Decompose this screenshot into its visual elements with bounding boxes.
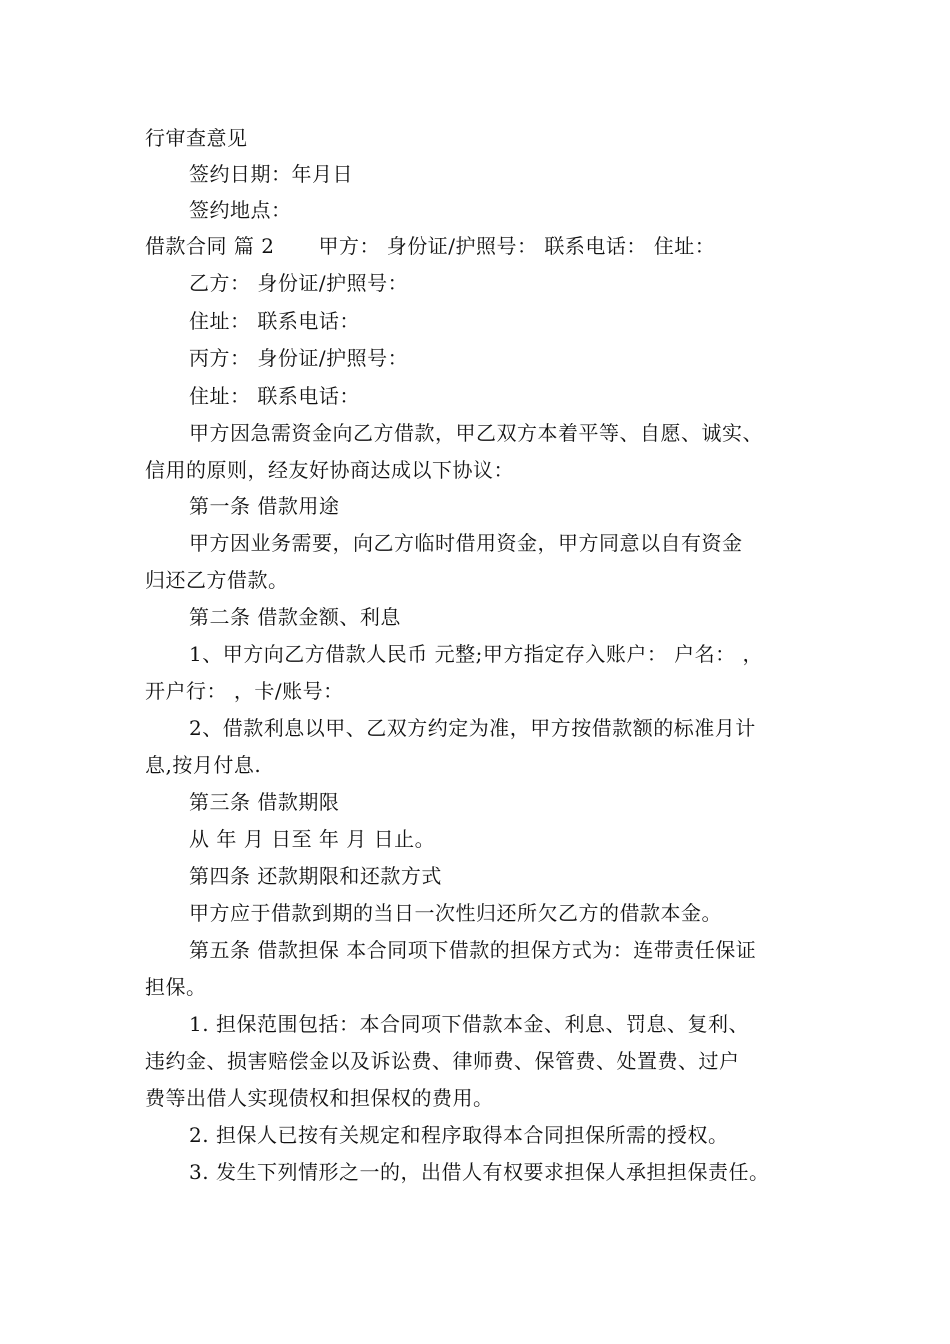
article-3-heading: 第三条 借款期限 bbox=[189, 790, 340, 814]
party-b-fields: 乙方： 身份证/护照号： bbox=[189, 271, 409, 295]
article-5-item-1-line-1: 1. 担保范围包括：本合同项下借款本金、利息、罚息、复利、 bbox=[189, 1012, 749, 1036]
article-1-text-line-1: 甲方因业务需要，向乙方临时借用资金，甲方同意以自有资金 bbox=[189, 531, 743, 555]
party-b-address: 住址： 联系电话： bbox=[189, 309, 360, 333]
article-3-text: 从 年 月 日至 年 月 日止。 bbox=[189, 827, 436, 851]
contract-heading-row bbox=[145, 232, 715, 260]
article-5-item-1-line-3: 费等出借人实现债权和担保权的费用。 bbox=[145, 1086, 494, 1110]
article-5-item-1-line-2: 违约金、损害赔偿金以及诉讼费、律师费、保管费、处置费、过户 bbox=[145, 1049, 740, 1073]
article-4-heading: 第四条 还款期限和还款方式 bbox=[189, 864, 442, 888]
article-5-item-3: 3. 发生下列情形之一的，出借人有权要求担保人承担担保责任。 bbox=[189, 1160, 770, 1184]
article-2-item-2-line-2: 息,按月付息. bbox=[145, 753, 262, 777]
text-line-sign-place: 签约地点： bbox=[189, 198, 292, 222]
article-1-text-line-2: 归还乙方借款。 bbox=[145, 568, 289, 592]
party-c-address: 住址： 联系电话： bbox=[189, 384, 360, 408]
article-2-item-1-line-1: 1、甲方向乙方借款人民币 元整;甲方指定存入账户： 户名： ， bbox=[189, 642, 764, 666]
article-2-heading: 第二条 借款金额、利息 bbox=[189, 605, 401, 629]
article-5-heading-line-1: 第五条 借款担保 本合同项下借款的担保方式为：连带责任保证 bbox=[189, 938, 757, 962]
article-5-heading-line-2: 担保。 bbox=[145, 975, 207, 999]
article-1-heading: 第一条 借款用途 bbox=[189, 494, 340, 518]
article-2-item-1-line-2: 开户行： ，卡/账号： bbox=[145, 679, 344, 703]
article-2-item-2-line-1: 2、借款利息以甲、乙双方约定为准，甲方按借款额的标准月计 bbox=[189, 716, 756, 740]
contract-title: 借款合同 篇 2 bbox=[145, 234, 275, 258]
text-line-review-opinion: 行审查意见 bbox=[145, 126, 248, 150]
article-4-text: 甲方应于借款到期的当日一次性归还所欠乙方的借款本金。 bbox=[189, 901, 722, 925]
paragraph-intro-line-2: 信用的原则，经友好协商达成以下协议： bbox=[145, 458, 514, 482]
party-c-fields: 丙方： 身份证/护照号： bbox=[189, 346, 409, 370]
party-a-fields: 甲方： 身份证/护照号： 联系电话： 住址： bbox=[318, 234, 716, 258]
text-line-sign-date: 签约日期：年月日 bbox=[189, 162, 353, 186]
article-5-item-2: 2. 担保人已按有关规定和程序取得本合同担保所需的授权。 bbox=[189, 1123, 729, 1147]
paragraph-intro-line-1: 甲方因急需资金向乙方借款，甲乙双方本着平等、自愿、诚实、 bbox=[189, 421, 763, 445]
